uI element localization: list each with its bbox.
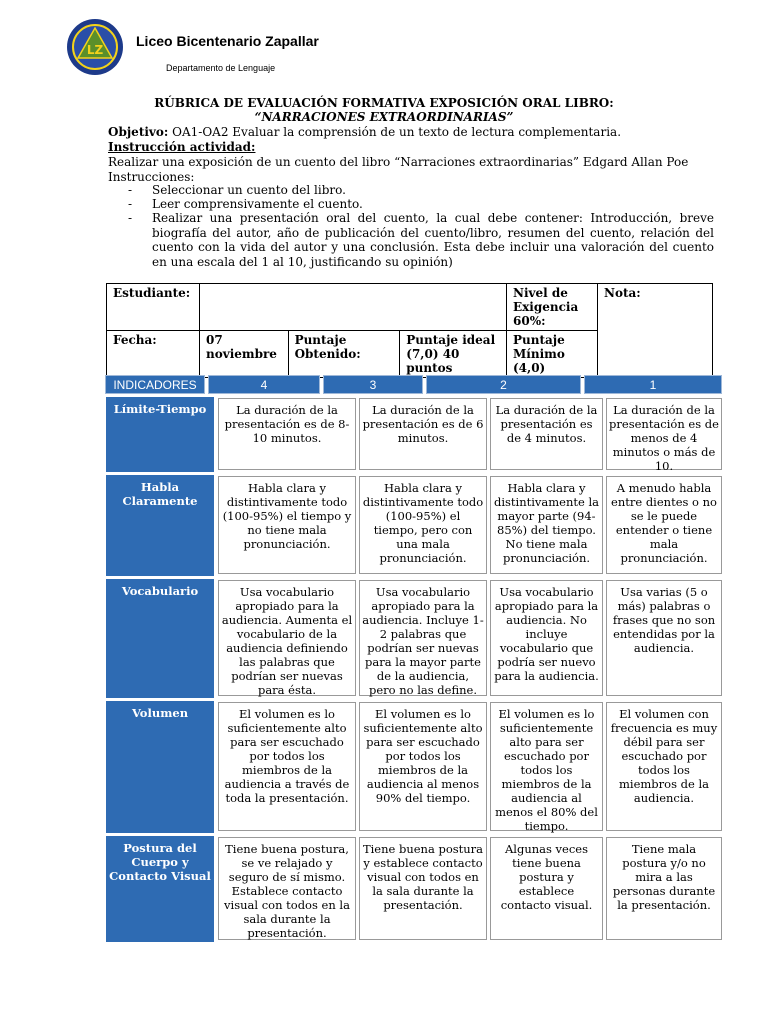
indicators-header [105,374,722,396]
bullet: - [128,197,133,211]
rubric-cell: Usa varias (5 o más) palabras o frases que no son entendidas por la audiencia. [606,580,722,696]
rubric-cell: A menudo habla entre dientes o no se le puede entender o tiene mala pronunciación. [606,476,722,574]
ideal-score-label: Puntaje ideal (7,0) 40 puntos [400,331,507,378]
bullet: - [128,211,133,225]
level-header: 3 [323,375,423,394]
grade-label: Nota: [598,284,713,378]
student-info-table [106,283,713,378]
rubric-cell: El volumen es lo suficientemente alto para ser escuchado por todos los miembros de la audiencia a través de toda la presentación. [218,702,356,831]
rubric-cell: El volumen con frecuencia es muy débil para ser escuchado por todos los miembros de la audiencia. [606,702,722,831]
department-name: Departamento de Lenguaje [166,63,276,73]
activity-text: Realizar una exposición de un cuento del libro “Narraciones extraordinarias” Edgard Allan Poe [108,155,689,169]
rubric-cell: El volumen es lo suficientemente alto para ser escuchado por todos los miembros de la audiencia al menos el 80% del tiempo. [490,702,603,831]
rubric-row [105,700,722,834]
rubric-cell: Algunas veces tiene buena postura y establece contacto visual. [490,837,603,940]
rubric-cell: Habla clara y distintivamente la mayor parte (94-85%) del tiempo. No tiene mala pronunciación. [490,476,603,574]
criterion-label: Postura del Cuerpo y Contacto Visual [105,835,215,943]
rubric-cell: Usa vocabulario apropiado para la audiencia. Incluye 1-2 palabras que podrían ser nuevas para la mayor parte de la audiencia, pero no las define. [359,580,487,696]
date-label: Fecha: [107,331,200,378]
rubric-cell: La duración de la presentación es de 6 minutos. [359,398,487,470]
rubric-cell: Tiene mala postura y/o no mira a las personas durante la presentación. [606,837,722,940]
level-header: 4 [208,375,320,394]
criterion-label: Volumen [105,700,215,834]
rubric-row [105,835,722,943]
instruction-item: Seleccionar un cuento del libro. [152,183,346,197]
objective-text: OA1-OA2 Evaluar la comprensión de un texto de lectura complementaria. [168,125,622,139]
objective-line [108,125,621,140]
rubric-cell: La duración de la presentación es de menos de 4 minutos o más de 10. [606,398,722,470]
criterion-label: Límite-Tiempo [105,396,215,473]
instruction-item: Realizar una presentación oral del cuento, la cual debe contener: Introducción, breve biografía del autor, año de publicación del cuento/libro, resumen del cuento, relación del cuento con la vida del autor y una conclusión. Esta debe incluir una valoración del cuento en una escala del 1 al 10, justificando su opinión) [152,211,714,269]
min-score-label: Puntaje Mínimo (4,0) [507,331,598,378]
level-header: 1 [584,375,722,394]
rubric-cell: Habla clara y distintivamente todo (100-95%) el tiempo y no tiene mala pronunciación. [218,476,356,574]
criterion-label: Habla Claramente [105,474,215,577]
rubric-row [105,578,722,699]
rubric-cell: El volumen es lo suficientemente alto para ser escuchado por todos los miembros de la audiencia al menos 90% del tiempo. [359,702,487,831]
rubric-cell: Usa vocabulario apropiado para la audiencia. Aumenta el vocabulario de la audiencia definiendo las palabras que podrían ser nuevas para ésta. [218,580,356,696]
student-label: Estudiante: [107,284,200,331]
rubric-cell: Tiene buena postura, se ve relajado y seguro de sí mismo. Establece contacto visual con todos en la sala durante la presentación. [218,837,356,940]
rubric-row [105,396,722,473]
school-name: Liceo Bicentenario Zapallar [136,33,319,49]
rubric-cell: Habla clara y distintivamente todo (100-95%) el tiempo, pero con una mala pronunciación. [359,476,487,574]
level-header: 2 [426,375,581,394]
date-value: 07 noviembre [200,331,289,378]
rubric-cell: La duración de la presentación es de 8-10 minutos. [218,398,356,470]
document-title: RÚBRICA DE EVALUACIÓN FORMATIVA EXPOSICIÓN ORAL LIBRO: [154,96,614,110]
activity-label: Instrucción actividad: [108,140,256,154]
criterion-label: Vocabulario [105,578,215,699]
student-field[interactable] [200,284,507,331]
level-label: Nivel de Exigencia 60%: [507,284,598,331]
rubric-cell: Tiene buena postura y establece contacto visual con todos en la sala durante la presentación. [359,837,487,940]
school-logo [66,18,124,76]
rubric-cell: Usa vocabulario apropiado para la audiencia. No incluye vocabulario que podría ser nuevo para la audiencia. [490,580,603,696]
logo-initials: LZ [86,43,104,57]
rubric-row [105,474,722,577]
instructions-label: Instrucciones: [108,170,195,184]
obtained-label: Puntaje Obtenido: [288,331,400,378]
rubric-cell: La duración de la presentación es de 4 minutos. [490,398,603,470]
bullet: - [128,183,133,197]
objective-label: Objetivo: [108,125,169,139]
instruction-item: Leer comprensivamente el cuento. [152,197,363,211]
document-subtitle: “NARRACIONES EXTRAORDINARIAS” [254,110,514,124]
indicators-label: INDICADORES [105,375,205,394]
